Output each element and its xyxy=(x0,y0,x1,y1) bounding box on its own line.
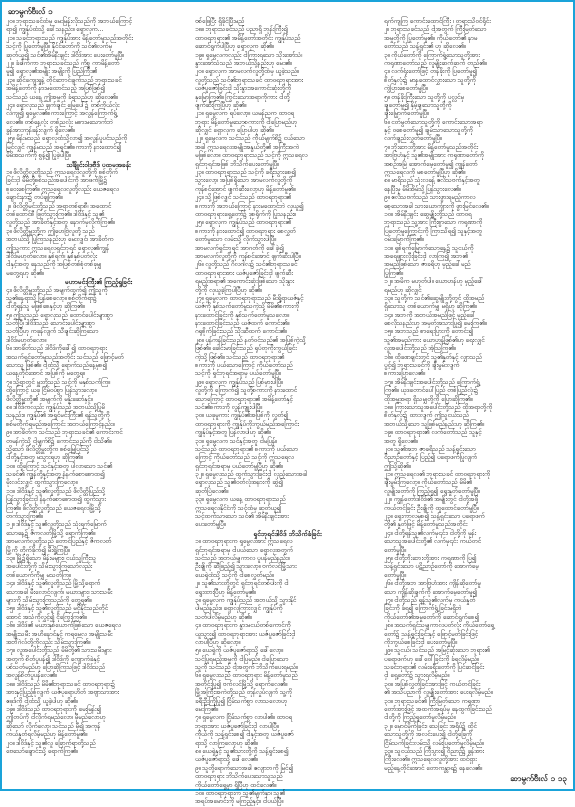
text-line: ဗေသော်ချောင်းသို့ ရောက်ကြ၏။ xyxy=(6,747,78,755)
text-line: ၁၀။ အိမ်နီးချင်း ဆွေမျိုးတို့သည် ထာဝရ xyxy=(384,210,472,218)
text-line: ဆုတ်ပြဲလေ၏။ xyxy=(195,487,229,495)
text-line: ၂၀။ ဘုရားသခင်ထံမှ မေးမြန်းလိုသည်ကို အဘယ်ကြောင့် xyxy=(6,18,132,25)
text-line: ပြတော်မူကြောင်းကို ကြားသိရ၍ သူနှင့်အတူ xyxy=(384,227,482,235)
text-line: ပရောဖက်ဟု ခေါ်ဝေါ်ခြင်းကို ခံရလိမ့်မည်။ xyxy=(384,655,479,663)
text-line: ၂၈။ အသက်ရှင်သမျှကာလပတ်လုံး ကိုယ်တော်ရှေ့ xyxy=(384,622,495,630)
text-line: စကားပြောလေ၏။ xyxy=(384,370,425,378)
text-line: ယနေ့တိုင်အောင် အပြစ်ကို မတွေ့ရ။ xyxy=(6,370,85,378)
text-line: ၂၉။ ရှောလုက ကျွန်ုပ်သည် ပြစ်မှားပါပြီ။ xyxy=(195,378,283,386)
text-line: သတ်ပြီ၊ ဒါဝိဒ်သည် သောင်းပေါင်းများစွာ xyxy=(6,320,95,328)
text-line: ခြင်းငှါ မိမိတို့စစ်သည်အပေါင်းကို အာဖက်မြို့၌ xyxy=(6,177,108,185)
text-line: ကိုယ်တော်၏အမှုတော်ကို ဆောင်ရွက်စေ၍ xyxy=(384,613,479,621)
text-line: ၏ အသိပညာကို လူမျိုးတော်အား ပေးရလိမ့်မည်။ xyxy=(384,689,493,697)
text-line: မတွေ့ရဟု ဆို၏။ xyxy=(6,269,44,277)
text-line: တော်မူပြီ။ xyxy=(384,571,406,579)
text-line: ဣသရေလကို မစတော်မူပြီဟု ဆို၏။ xyxy=(384,169,466,177)
text-line: ၁။ ဖိလိတ္တိလူတို့သည် ဣသရေလလူတို့ကို စစ်တိုက် xyxy=(6,169,118,177)
text-line: အမိန့်တော်ကို နားမထောင်သည့် အပြစ်ဖြစ်၍ xyxy=(6,85,105,93)
text-line: အခါ ဣသရေလအမျိုးအနွယ်တို့၏ အကြီးအကဲ xyxy=(195,143,300,151)
text-line: ၂၃။ ရှေးကာလမှစ၍ သန့်ရှင်းသော ပရောဖက် xyxy=(384,513,485,521)
text-line: ၂၁။ ရှမွေလက ရပ်လော့။ ယမန်ညက ထာဝရ xyxy=(195,110,295,118)
text-line: ၁၄။ အဘကို အဘယ်အမည်ဖြင့် မှည့်ခေါ် xyxy=(384,311,476,319)
text-line: စစ်မတိုက်ရမည်အကြောင်း အဘယ်ကြောင့်နည်း။ xyxy=(6,420,115,428)
text-line: ၅။ တန်ခိုးကြီးသော သူတို့ကို ပလ္လင်မှ xyxy=(384,93,464,101)
text-line: ဒါဝိဒ်မဟုတ်လော။ xyxy=(6,336,47,344)
text-line: နားထောင်ခြင်းသည် ယဇ်ထက် ကောင်း၏။ xyxy=(195,320,290,328)
text-line: ဘုရား မိန့်တော်မူသောစကားကို ငါပြောမည်ဟု xyxy=(195,118,297,126)
text-line: ငါတို့နှင့်အတူ မသွားရဟု ဆိုကြ၏။ xyxy=(6,454,83,462)
text-line: သင့်ကို ရှင်ဘုရင်အရာမှ ပယ်တော်မူပြီ။ xyxy=(195,370,281,378)
text-line: ၃၁။ ဘုရားသခင်၏ ကြီးမြတ်သော ကရုဏာ xyxy=(384,697,480,705)
text-line: ၁၀။ ထာဝရဘုရားက သူ၏မျက်နှာ၊ သူ၏ xyxy=(195,789,285,797)
text-line: ကိုယ်တော်ရှေ့မှာ ရှိပြီဟု ထင်လေ၏။ xyxy=(195,781,277,789)
text-line: နေပြီးမှ မိမိအိမ်သို့ ပြန်သွားလေ၏။ xyxy=(384,185,461,193)
text-line: စကားကို အဘယ်ကြောင့် နားမထောင်ဘဲ လုယူ၍ xyxy=(195,202,304,210)
column-3 xyxy=(384,18,569,807)
text-line: အဘယ်သို့သော သူဖြစ်မည်နည်းဟု ဆိုကြ၏။ xyxy=(384,420,484,428)
text-line: ၂၀။ ဒါဝိဒ်နှင့် သူ၏လူ ခြောက်ရာတို့သည် xyxy=(6,739,96,747)
text-line: တို့၏ နှုတ်ဖြင့် မိန့်တော်မူသည်အတိုင်း xyxy=(384,521,468,529)
text-line: ထို့ကြောင့် ယခု ငြိမ်ဝပ်စွာ ပြန်သွားလော့။ xyxy=(6,387,97,395)
text-line: သန့်ရှင်းသော ပဋိညာဉ်တော်ကို အောက်မေ့ xyxy=(384,563,479,571)
text-line: ၁၀။ ထို့ကြောင့် သင်နှင့်အတူ ပါလာသော သင်၏ xyxy=(6,462,113,470)
section-heading: သင်္ချိုင်းဝါဒဗီဒ် ပထမအခန်း xyxy=(66,160,131,169)
text-line: ရှိသောသူ တစ်ယောက်မျှ မရှိဟု ဆိုကြ၏။ xyxy=(384,303,477,311)
text-line: ၂၂။ ရှမွေလက သင်သည် ကိုယ်မျက်စိ၌ ငယ်သော xyxy=(195,135,305,143)
text-line: ၅။ ယေရှဲကို ယဇ်ပူဇော်ရာသို့ ခေါ်လော့။ xyxy=(195,647,283,655)
text-line: ပြန်သွားခြင်းငှါ နံနက်စောစောထ၍ ထွက်သွား xyxy=(6,496,106,504)
text-line: နွားအော်သံသည် အဘယ်သို့နည်းဟု မေး၏။ xyxy=(195,59,292,67)
text-line: ခရီးဦးကြိုပြု၍ ငြိမ်သက်စွာ လာသလောဟု xyxy=(195,697,287,705)
text-line: ငါနှင့်အတူ နေသည်ကို အပြစ်တစ်စုံတစ်ခုမျှ xyxy=(6,261,102,269)
text-line: အစဉ်အမြဲ အောက်မေ့တော်မူ၍ ကျွန်တော် xyxy=(384,160,478,168)
text-line: မည့်နေ့တိုင်အောင် တောကန္တာရ၌ နေလေ၏။ xyxy=(384,764,482,772)
text-line: လူအပေါင်းတို့သည် အံ့ဩကြ၏။ xyxy=(384,345,456,353)
text-line: ပစ်သတ်မည်ဟု ပြောဆိုကြသဖြင့် ဒါဝိဒ်သည် xyxy=(6,664,105,672)
text-line: ၂၀။ သူ၏အဘ ဇာခရိသည် သန့်ရှင်းသော xyxy=(384,445,476,453)
text-line: ရမည့်အရာ၏ အကောင်းဆုံးဖြစ်သော သိုးနွား xyxy=(195,278,295,286)
text-line: သူ၏အမည်ကား ယောဟန်ဖြစ်၏ဟု ရေးလျှင် xyxy=(384,336,485,344)
text-line: ၂၇။ ရှမွေလက ထာဝရဘုရားသည် မီးရှို့ရာယဇ်နှင့် xyxy=(195,294,304,302)
text-line: ၂၈။ ပုန်ကန်ခြင်းသည် နတ်ဝင်သည်၏ အပြစ်ကဲ့သို့ xyxy=(195,336,306,344)
text-line: လူမျိုးတော်ကို ကြည့်ရှု၍ ရွေးနှုတ်တော်မူပြီ။ xyxy=(384,487,480,495)
text-line: အာဗြဟံနှင့် သူ၏အမျိုးအား ကရုဏာတော်ကို xyxy=(384,152,484,160)
text-line: ၃၂။ ရှမွေလသည် ထွက်သွားခြင်းငှါ လှည့်သောအခါ xyxy=(195,471,308,479)
text-line: သင်သည် အဘယ်မျှကာလ ပူပန်မည်နည်း။ xyxy=(195,555,290,562)
text-line: လေ၏။ တစ်နေ့လုံး တစ်ညလုံး မစားမသောက်ဘဲ xyxy=(6,118,113,126)
text-line: ယဇ်ပူဇော်ရာသို့ ခေါ်လေ၏။ xyxy=(195,756,258,764)
text-line: ၄။ ထာဝရဘုရားက နွားမငယ်တစ်ကောင်ကို xyxy=(195,622,291,630)
text-line: တော်မူသော လမ်းသို့ လိုက်သွားပါပြီ။ xyxy=(195,236,276,244)
text-line: ၂၅။ ရှောလုက ကျွန်ုပ်သည် ထာဝရဘုရား၏ xyxy=(195,219,291,227)
text-line: အပေါင်းတို့ကို သိမ်းသွားကြသော်လည်း xyxy=(6,563,93,571)
text-line: သခင်၏ ကျွန်တို့နှင့်အတူ နံနက်စောစောထ၍ xyxy=(6,471,105,479)
text-line: ၂၄။ ရှောလုသည် ချက်ချင်း မြေပေါ်၌ တစ်ကိုယ်လုံး xyxy=(6,101,120,109)
text-line: သို့သော် ဖိလိတ္တိမှူးတို့က စစ်မြေပြင်သို့ xyxy=(6,445,89,453)
text-line: တို့ကို လုယူခဲ့ကြပါပြီဟု ဆို၏။ xyxy=(195,286,262,294)
text-line: ကြ၏။ ဖိလိတ္တိလူတို့သည် ယေဇရေလမြို့သို့ xyxy=(6,504,101,512)
text-line: သောသူတို့ကို အလင်းပေး၍ ငါတို့ခြေကို xyxy=(384,731,472,739)
text-line: ၁၅။ ဒါဝိဒ်နှင့် သူ၏လူတို့သည် မငိုနိုင်သည်တိုင် xyxy=(6,605,108,613)
text-line: တော်သည် သန့်ရှင်း၏ ဟု ဆိုလေ၏။ xyxy=(384,43,466,51)
text-line: သောကြောင့် ထာဝရဘုရား၏ အမိန့်တော်နှင့် xyxy=(195,395,293,403)
text-line: ၈။ မာရိသည် သုံးလခန့် ဧလိသဗက်နှင့်အတူ xyxy=(384,177,480,185)
text-line: ၂၆။ ငါတို့အဘ အာဗြဟံအား ကျိန်ဆိုတော်မူ xyxy=(384,580,481,588)
text-line: သခင်ဘုရား၏ လမ်းခရီးတော်ကို ပြင်ဆင်ခြင်း xyxy=(384,664,485,672)
text-line: အလွန်စိတ်ပူပန်လေ၏။ xyxy=(6,672,57,680)
text-line: ရွေးထားပြီဟု မိန့်တော်မူ၏။ xyxy=(195,588,256,596)
text-line: ကယ်တင်ခြင်း ဦးချိုကို ထူထောင်တော်မူပြီ။ xyxy=(384,504,479,512)
text-line: ပါမည်နည်း။ ရှောလုကြားလျှင် ကျွန်ုပ်ကို xyxy=(195,605,283,613)
text-line: ၄။ လက်ရုံးတော်ဖြင့် တန်ခိုးကို ပြတော်မူ၍ xyxy=(384,68,477,76)
text-line: ၂၅။ မိန်းမသည် ရှောလုထံသို့လာ၍ အလွန်ပူပင်သည်ကို xyxy=(6,135,128,143)
text-line: မြို့ကို တိုက်ခိုက်၍ မီးရှို့ကြပြီ။ xyxy=(6,546,70,554)
text-line: ချောင်းနား၌ တပ်ချကြ၏။ xyxy=(6,194,63,202)
text-line: ၃၀။ အပြစ်လွှတ်ခြင်းအားဖြင့် ကယ်တင်ခြင်း xyxy=(384,680,481,688)
text-line: အတိုင်းပြု၍ ဗက်လင်မြို့သို့ ရောက်လေ၏။ xyxy=(195,680,288,688)
text-line: ပြုကြ၏။ xyxy=(384,269,403,277)
text-line: အောင် အသံကိုလွှင့်၍ ငိုကြွေးကြ၏။ xyxy=(6,613,87,621)
text-line: ၄။ ဖိလိတ္တိမှူးတို့သည် အမျက်ထွက်၍ ဤသူကို xyxy=(6,286,108,294)
text-line: ၆။ ရှမွေလသည် ထာဝရဘုရား မိန့်တော်မူသည် xyxy=(195,672,298,680)
text-line: ထိုအမှုအရာ ရှိသမျှတို့ကို ပြောဆိုကြ၏။ xyxy=(384,395,473,403)
text-line: ၁၅။ အဘသည် စာရေးပြားကို တောင်း၍ xyxy=(384,328,474,336)
text-line: အမှုတို့ကို ပြုတော်မူ၏။ ကိုယ်တော်၏ နာမ xyxy=(384,34,478,42)
text-line: အမျိုးသမီး အဟိနောင်နှင့် ကရမေလ အမျိုးသမီး xyxy=(6,630,113,638)
text-line: ခွန်အားကုန်ခန်းလျက် ရှိလေ၏။ xyxy=(6,127,75,135)
text-line: ကြီးလေ၏။ ဣသရေလလူတို့အား ထင်ရှား xyxy=(384,756,477,764)
text-line: ငှါ ရှေ့တော်၌ သွားရလိမ့်မည်။ xyxy=(384,672,450,680)
text-line: ၁၈။ ကြားသောသူအပေါင်းတို့သည် ထိုအရာတို့ကို xyxy=(384,403,493,411)
text-line: မဖြစ်လော။ ထာဝရဘုရားသည် သင့်ကို ဣသရေလ xyxy=(195,152,308,160)
text-line: ၆။ ငတ်မွတ်သောသူတို့ကို ကောင်းသောအရာ xyxy=(384,118,483,126)
text-line: ဆိုလျှင် ရှောလုက ပြောပါဟု ဆို၏။ xyxy=(195,127,274,135)
text-line: ဝမ်းမြောက်ကြ၏။ xyxy=(384,236,424,244)
text-line: ဆုတ်ယူ၍ သင်၏အိမ်နီးချင်း ဒါဝိဒ်အား ပေးတော်မူပြီ။ xyxy=(6,51,124,59)
text-line: ငါတို့ရန်သူ မဖြစ်စေနှင့်ဟု ဆိုကြ၏။ xyxy=(6,303,85,311)
text-line: ဣသရေလနိုင်ငံကို သင့်ထံမှ ဆုတ်ယူ၍ xyxy=(195,504,282,512)
text-line: ကျွန်ုပ်နှင့်အတူ ပြန်လာပါဟု ဆို၏။ xyxy=(195,429,271,437)
text-line: ၃။ ရှမွေလက ကျွန်ုပ်သည် အဘယ်သို့ သွားနိုင် xyxy=(195,596,297,604)
text-line: ရှင်ဘုရင်အရာမှ ငါပယ်သော ရှောလုအတွက် xyxy=(195,546,293,554)
text-line: ထာဝရဘုရား ဘိသိက်ပေးသောသူသည် xyxy=(195,773,283,781)
text-line: ၇။ သို့ရာတွင် မှူးတို့သည် သင့်ကို မနှစ်သက်ကြ။ xyxy=(6,378,110,386)
page-footer: ဆာမွက်ဗီးလ် ၁ ၁၃ xyxy=(510,774,567,783)
text-line: ရက်ကျကြ ကောင်းထောင်ကြီး ၊ တရားသိဝင်ရိုင်း xyxy=(384,18,491,25)
text-line: ချီးမွမ်းကြလော့။ ကိုယ်တော်သည် မိမိ၏ xyxy=(384,479,472,487)
text-line: သတ်ပါလိမ့်မည်ဟု ဆို၏။ xyxy=(195,613,252,621)
text-line: သင်ပြုရမည့်အမှုကို ငါပြမည်။ ငါပြောသော xyxy=(195,655,289,663)
text-line: ၈။ ဒါဝိဒ်ကလည်း ကျွန်ုပ်သည် အဘယ်သို့ပြုမိ xyxy=(6,403,105,411)
text-line: ၂၂။ ကျွန်တော်ဒါဝိဒ်၏ အမျိုးတွင် ငါတို့အဖို့ xyxy=(384,496,478,504)
text-line: သင်သည် ထာဝရဘုရား၏ စကားကို ပယ်သော xyxy=(195,445,298,453)
text-line: ချတော်မူ၍ နှိမ့်ချသောသူတို့ကို xyxy=(384,101,452,109)
text-line: သူ၏နေရာသို့ ပြန်စေလော့။ စစ်တိုက်ရာ၌ xyxy=(6,294,97,302)
text-line: ငါတို့ကို ကြည့်ရှုတော်မူလိမ့်မည်။ xyxy=(384,714,456,722)
text-line: ၂၄။ ငါတို့ရန်သူ၏လက်မှ၎င်း၊ ငါတို့ကို မုန်း xyxy=(384,529,477,537)
text-line: ဦးချိုကို ဆီဖြည့်၍ သွားလော့။ ဗက်လင်မြို့သား xyxy=(195,563,297,571)
section-heading: မဟာမင်းကြီး၏ ကြည့်ရှုခြင်း xyxy=(64,278,133,287)
text-line: ကိုးကွယ်စေခြင်းငှါ ပေးတော်မူပြီ။ xyxy=(384,638,457,646)
text-line: ထာဝရဘုရားကို ကျွန်ုပ်ကိုးကွယ်မည်အကြောင်း xyxy=(195,420,300,428)
text-line: မိုးလင်းလျှင် ထွက်သွားကြလော့။ xyxy=(6,479,78,487)
text-line: ၃၂။ မှောင်မိုက်ခြင်း၊ သေခြင်း အရိပ်၌ ထိုင် xyxy=(384,722,477,730)
text-line: အရေဖျားလှီးခြင်းငှါ လာကြ၍ အဘ၏ xyxy=(384,252,468,260)
text-line: အာမလက်လူတို့သည် တောင်ပြည်နှင့် ဇိကလတ် xyxy=(6,538,112,546)
text-line: ဤသို့ဆို၏။ xyxy=(384,462,411,470)
text-line: ၃၃။ သူငယ်သည် ကြီးပွား၍ ဝိညာဉ်၌ ခွန်အား xyxy=(384,747,484,755)
text-line: ၁၉။ ရှမွေလကလည်း ငါကြားရသော သိုးအော်သံ၊ xyxy=(195,51,303,59)
text-line: ရာ၍ ကျွန်ုပ်ထံသို့ ခေါ်သနည်း။ ရှောလုက... xyxy=(6,26,104,34)
text-line: ၇။ ဘိုးဘေးတို့အား မိန့်တော်မူသည်အတိုင်း xyxy=(384,143,479,151)
text-line: ၅။ ဤသူသည် ရှောလုသည် ထောင်ပေါင်းများစွာ xyxy=(6,311,113,319)
text-line: ရမည်ဟု ဆိုလျှင် xyxy=(384,286,422,294)
text-line: ယဇ်ကို နှစ်သက်တော်မူသကဲ့သို့ မိမိ၏စကားကို xyxy=(195,303,299,311)
running-header: ဆာမွက်ဗီးလ် ၁ xyxy=(8,7,53,16)
text-line: ရှောလုသည် သူ၏ဝတ်လုံအနားကို ဆွဲ၍ xyxy=(195,479,283,487)
text-line: ၂၂။ ခံခါက်ကာ ဘုရားသခင်သည် ကိစ္စ ကာမိန့်တော် xyxy=(6,59,120,67)
text-line: ၁၈။ ဒါဝိဒ်သည် မိမိ၏ဘုရားသခင် ထာဝရဘုရား၌ xyxy=(6,680,115,688)
text-line: အာမလက်ရှင်ဘုရင် အာဂတ်ကို ခေါ်ခဲ့၍ xyxy=(195,244,284,252)
text-line: အားနှင့်ပြည့်စုံလျက် ယဇ်ပုရောဟိတ် အဗျာသာအား xyxy=(6,689,120,697)
text-line: ကြ၏။ ယုဒတောင်ပေါ်ပြည် တစ်ပြည်လုံး၌ xyxy=(384,387,478,395)
text-line: ၁၆။ ထိုခဏချင်းတွင် သူ၏နှုတ်နှင့် လျှာသည် xyxy=(384,353,482,361)
text-line: ပွင့်၍ ဘုရားသခင်ကို ချီးမွမ်းလျက် xyxy=(384,362,460,370)
text-line: ၃။ ကိုယ်တော်ကို ကြောက်ရွံ့သောသူတို့အား xyxy=(384,51,480,59)
text-line: တော်၌ သန့်ရှင်းခြင်းနှင့် ဖြောင့်မတ်ခြင်းဖြင့် xyxy=(384,630,478,638)
text-line: ၆။ အာခိတ်သည် ဒါဝိဒ်ကိုခေါ်၍ ထာဝရဘုရား xyxy=(6,345,107,353)
text-line: မေးကြ၏။ xyxy=(195,706,218,714)
text-line: ကဲ့သို့ ဖြစ်၏။ သင်သည် ထာဝရဘုရား၏ xyxy=(195,353,285,361)
text-line: ရာသို့ လာကြလော့ဟု ဆို၏။ xyxy=(195,739,258,747)
text-line: တော်အားဖြင့် အထက်အရပ်မှ နေထွက်ခြင်းသည် xyxy=(384,706,492,714)
text-line: ဘုရားအား ယဇ်ပူဇော်ခြင်းငှါ လာပါပြီ။ xyxy=(195,722,279,730)
text-line: ကယ်နှုတ်ရလိမ့်မည်ဟု မိန့်တော်မူ၏။ xyxy=(6,731,88,739)
text-line: စိတ်နှလုံး၌ မာနထောင်လွှားသော သူတို့ကို xyxy=(384,76,476,84)
text-line: ၁၃။ မြို့၌ရှိသော မိန်းမများ၊ ငယ်သူကြီးသူ xyxy=(6,555,97,562)
text-line: ဂရုစိုက်ခြင်းသည် သိုးဆီထက် ကောင်း၏။ xyxy=(195,328,287,336)
text-line: လဲကျ၍ ရှမွေလ၏စကားကြောင့် အလွန်ကြောက်ရွံ့ xyxy=(6,110,117,118)
text-line: ၂၁။ သခင်ဘုရားသည် ကျွန်ုပ်အား မိန့်တော်မူသည်အတိုင်း xyxy=(6,34,133,42)
text-line: နှမြောကြ၏။ ကြွင်းသောအရာကိုကား ငါတို့ xyxy=(195,93,290,101)
text-line: ၁။ ထာဝရဘုရားက ရှမွေလအား ဣသရေလ xyxy=(195,538,293,546)
text-line: ၂၇။ ငါတို့သည် ရန်သူ၏လက်မှ ကယ်နှုတ် xyxy=(384,596,476,604)
text-line: သင့်ထက်သာသော သင်၏ အိမ်နီးချင်းအား xyxy=(195,513,289,521)
text-line: သင်သည် ယနေ့ ဤအမှုကို ခံရသည်ဟု ဆိုလေ၏။ xyxy=(6,93,118,101)
text-line: လူတို့သည် အာခိတ်နှင့်အတူ နောက်မှလိုက်ကြ၏။ xyxy=(6,219,115,227)
text-line: တော်မူပြီ။ xyxy=(384,546,406,554)
text-line: ၁၂။ အမိက မဟုတ်ပါ။ ယောဟန်ဟု မှည့်ခေါ် xyxy=(384,278,484,286)
column-1 xyxy=(6,18,191,807)
text-line: ၁၆။ ဒါဝိဒ်၏ မယားနှစ်ယောက်ဖြစ်သော ယေဇရေလ xyxy=(6,622,121,630)
text-line: ထာဝရဘုရားရှေ့တော်၌ ဒုစရိုက်ကို ပြုသနည်း။ xyxy=(195,210,296,218)
text-line: ၂၀။ ရှောလုက အာမလက်လူတို့ထံမှ ယူခဲ့သည်။ xyxy=(195,68,299,76)
text-line: သနည်း။ ကျွန်ုပ်၏ အရှင်မင်းကြီး၏ ရန်သူတို့ကို xyxy=(6,412,110,420)
text-line: ယဇ်ပူဇော်ခြင်းငှါ သိုးနွားအကောင်းဆုံးတို့ကို xyxy=(195,85,292,93)
text-line: ၂၆။ လူတို့သည် ဂိလဂါလ၌ သင်၏ဘုရားသခင် xyxy=(195,261,298,269)
text-line: သော ကျိန်ဆိုချက်ကို အောက်မေ့တော်မူ၍ xyxy=(384,588,477,596)
text-line: ၇။ ရှမွေလက ငြိမ်သက်စွာ လာပါ၏။ ထာဝရ xyxy=(195,714,292,722)
text-line: တက်သွားကြ၏။ xyxy=(6,513,43,521)
text-line: သောသူအပေါင်းတို့၏ လက်မှ၎င်း ကယ်တင် xyxy=(384,538,481,546)
text-line: ၁၇။ လူအပေါင်းတို့သည် မိမိတို့၏ သားသမီးများ xyxy=(6,647,112,655)
text-line: ကိုယ်ကို သန့်ရှင်းစေ၍ ငါနှင့်အတူ ယဇ်ပူဇော် xyxy=(195,731,294,739)
text-line: ၉။ သူတို့ရောက်သောအခါ ဧလျာဘကို မြင်၍ xyxy=(195,764,293,772)
text-line: ခြင်းကို ခံရ၍ ကြောက်ရွံ့ခြင်းမရှိဘဲ xyxy=(384,605,462,613)
text-line: ၃၁။ ရှမွေလက သင်နှင့်အတူ ငါမပြန်။ xyxy=(195,437,277,445)
text-line: မြို့အကြီးအကဲတို့သည် တုန်လှုပ်လျက် သူ့ကို xyxy=(195,689,292,697)
text-line: လူတို့သည် သင်၏ဘုရားသခင် ထာဝရဘုရားအား xyxy=(195,76,304,84)
text-line: လက်ချည်းလွှတ်တော်မူပြီ။ xyxy=(384,135,442,143)
text-line: မူ၍ ရှောလု၏အမျိုး အမျိုးကို ပြည်ကြီး၏ xyxy=(6,68,97,76)
text-line: သူကို သင်သည် ငါ့အတွက် ဘိသိက်ပေးရမည်။ xyxy=(195,664,298,672)
text-line: ဖျက်ဆီးကြပြီဟု ဆို၏။ xyxy=(195,101,247,109)
text-line: စိတ်နှလုံး၌ ထားလျက် ဤသူငယ်သည် xyxy=(384,412,469,420)
text-line: သောသူ ဖြစ်၏။ ငါ့ထံသို့ ရောက်သည်နေ့မှစ၍ xyxy=(6,362,107,370)
text-line: ယေရှဲထံသို့ သင့်ကို ငါစေလွှတ်မည်။ xyxy=(195,571,274,579)
text-line: ဤသူကား ဣသရေလရှင်ဘုရင် ရှောလု၏ကျွန် xyxy=(6,244,109,252)
text-line: ၃။ ဖိလိတ္တိမှူးတို့က ဤဟေဗြဲလူတို့ သည် xyxy=(6,227,95,235)
text-line: အတူ ရှိလေ၏။ xyxy=(384,437,418,445)
text-line: စေ့သောအခါ သားယောက်ျားကို ဖွားမြင်လေ၏။ xyxy=(384,202,489,210)
text-line: ၉။ အာခိတ်က သင်သည် ဘုရားသခင်၏ ကောင်းကင် xyxy=(6,429,123,437)
text-line: အမည်ဖြစ်သော ဇာခရိဟု မှည့်ခေါ်မည် xyxy=(384,261,471,269)
text-line: နှင့် ဝစေတော်မူ၍ ချမ်းသာသောသူတို့ကို xyxy=(384,127,473,135)
text-line: အသက်ရှင်တော်မူသည်အတိုင်း သင်သည် ဖြောင့်မတ် xyxy=(6,353,124,361)
text-line: အဘယ်သို့ ပြုကြသနည်းဟု မေးလျှင်၊ အာခိတ်က xyxy=(6,236,114,244)
text-line: ကုန်စင်အောင် ဖျက်ဆီးလော့ဟု မိန့်တော်မူ၏။ xyxy=(195,185,296,193)
text-line: ဒါဝိဒ်မဟုတ်လော။ နှစ်ရက်၊ နှစ်နှစ်ပတ်လုံး xyxy=(6,252,98,260)
section-heading: ရှင်ဘုရင်ဒါဝိဒ် ဘိသိက်ခံခြင်း xyxy=(253,529,322,538)
text-line: ၂၄။ သို့ဖြစ်လျှင် သင်သည် ထာဝရဘုရား၏ xyxy=(195,194,292,202)
text-line: ကြောင့် ကိုယ်တော်သည် သင့်ကို ဣသရေလ xyxy=(195,454,294,462)
text-line: ၂။ သူ၏သားတို့တွင် ရှင်ဘုရင်တစ်ပါးကို ငါ xyxy=(195,580,289,588)
text-line: ၁၂။ ဒါဝိဒ်နှင့် သူ၏လူတို့သည် သုံးရက်မြောက် xyxy=(6,521,107,529)
text-line: ၂၃။ ဆိုင်ကျေးရှုနဲ့ တိုင်ဘောင်ချက်သည် ဘုရားသခင် xyxy=(6,76,122,84)
text-line: ထာဝရဘုရားအား ယဇ်ပူဇော်ခြင်းငှါ ဖျက်ဆီး xyxy=(195,269,293,277)
text-line: ၂၉။ သူငယ်၊ သင်သည် အမြင့်ဆုံးသော ဘုရား၏ xyxy=(384,647,490,655)
text-line: အရပ်အမောင်းကို မကြည့်နှင့်။ ငါပယ်ပြီ။ xyxy=(195,798,284,806)
column-2 xyxy=(195,18,380,807)
text-line: ရှင်ဘုရင်အရာမှ ပယ်တော်မူပြီဟု ဆို၏။ xyxy=(195,462,283,470)
text-line: ဧဖုဒ်ကို ငါ့ထံသို့ ယူခဲ့ပါဟု ဆို၏။ xyxy=(6,697,78,705)
text-line: ဘုရားသည် သူ့အား ကြီးစွာသော ကရုဏာကို xyxy=(384,219,483,227)
text-line: ထာဝရဘုရား၏ အမိန့်တော်အတိုင်း ကျွန်ုပ်သည် xyxy=(195,34,301,42)
text-line: ၁၉။ ထာဝရဘုရား၏ လက်တော်သည် သူနှင့် xyxy=(384,429,482,437)
text-line: တမန်ကဲ့သို့ ငါ့မျက်စိ၌ ကောင်းသည်ကို ငါသိ၏။ xyxy=(6,437,112,445)
text-line: စုဝေးစေကြ၏။ ဣသရေလလူတို့လည်း ယေဇရေလ xyxy=(6,185,119,193)
text-line: တစ်ယောက်ကိုမျှ မသတ်ကြ။ xyxy=(6,571,71,579)
text-line: တစ်ထောင်စီ ဖြတ်သွားကြ၏။ ဒါဝိဒ်နှင့် သူ၏ xyxy=(6,210,105,218)
text-line: ဖြစ်၏။ ခေါင်းမာခြင်းသည် ရုပ်တုကိုးကွယ်ခြင်း xyxy=(195,345,297,353)
text-line: အတွက် စိတ်ပူပန်၍ ဒါဝိဒ်ကို ကျောက်ခဲနှင့် xyxy=(6,655,100,663)
text-line: ဤတပ်ကို ငါလိုက်ရမည်လော၊ မှီမည်လောဟု xyxy=(6,714,106,722)
text-line: စကားကို နားထောင်၍ ထာဝရဘုရား စေလွှတ် xyxy=(195,227,296,235)
text-line: ၁၉။ ဒါဝိဒ်သည် ထာဝရဘုရားကို မေးမြန်း၍ xyxy=(6,706,101,714)
text-line: မိမိအသက်ကို စွန့်၍ ပြုခဲ့ပါပြီ။ xyxy=(6,152,71,160)
text-line: ၁၃။ သူတို့က သင်၏ဆွေမျိုးတို့တွင် ထိုအမည် xyxy=(384,294,485,302)
text-line: သောအခါ မီးလောင်လျက်၊ မယားများ၊ သားသမီး xyxy=(6,588,113,596)
text-line: မြင်လျှင် ကျွန်မသည် အရှင်၏စကားကို နားထောင်၍ xyxy=(6,143,121,151)
text-line: ၂။ ဖိလိတ္တိမင်းတို့သည် အရာတစ်ရာစီ၊ အထောင် xyxy=(6,202,112,210)
text-line: သတ်ပြီဟု ကခုန်လျက် သီချင်းဆိုကြသော xyxy=(6,328,99,336)
text-line: နားထောင်ခြင်းကို နှစ်သက်တော်မူသလော။ xyxy=(195,311,289,319)
text-line: ရှင်ဘုရင်အဖြစ် ဘိသိက်ပေးတော်မူပြီ။ xyxy=(195,160,279,168)
text-line: ဝိညာဉ်တော်နှင့် ပြည့်၍ ပရောဖက်ပြုလျက် xyxy=(384,454,477,462)
text-line: ဆောင်ရွက်ပါပြီဟု ရှောလုက ဆို၏။ xyxy=(195,43,274,51)
text-line: လာပါပြီဟု ဆိုလော့။ xyxy=(195,638,241,646)
text-line: သောနေ့၌ ဇိကလတ်မြို့သို့ ရောက်ကြ၏။ xyxy=(6,529,96,537)
text-line: ယူသွား၍ ထာဝရဘုရားအား ယဇ်ပူဇော်ခြင်းငှါ xyxy=(195,630,296,638)
text-line: စေလိုသနည်းဟု အမှတ်အသားပြု၍ မေးကြ၏။ xyxy=(384,320,487,328)
text-line: ကွဲပြားစေတော်မူပြီ။ xyxy=(384,85,428,93)
text-line: ၃၃။ ရှမွေလက ယနေ့ ထာဝရဘုရားသည် xyxy=(195,496,286,504)
text-line: ၈။ ယေရှဲနှင့် သူ၏သားတို့ကို သန့်ရှင်းစေ၍ xyxy=(195,747,289,755)
text-line: အဘိဂဲလ်တို့ကိုလည်း သိမ်းသွားကြ၏။ xyxy=(6,638,91,646)
text-line: ၃၀။ ယခုမူကား ကျွန်ုပ်၏အပြစ်ကို လွှတ်၍ xyxy=(195,412,288,420)
text-line: ၂၁။ ဣသရေလ၏ ဘုရားသခင် ထာဝရဘုရားကို xyxy=(384,471,491,479)
text-line: ဗစ်ဖြေပြီး ရှိခိုင်ပြီးမည် xyxy=(195,18,245,25)
text-line: လူတို့ကို ကြောက်၍ သူတို့စကားကို နားထောင် xyxy=(195,387,298,395)
text-line: ချီးမြှောက်တော်မူပြီ။ xyxy=(384,110,429,118)
text-line: သွားလော့၊ အပြစ်ရှိသော အာမလက်လူတို့ကို xyxy=(195,177,293,185)
text-line: ကရုဏာတော်သည် လူမျိုးဆက်ဆက် တည်၏။ xyxy=(384,59,487,67)
text-line: ၂။ ဘုရားသခင်သည် ငါ့အတွက် ကြီးမြတ်သော xyxy=(384,26,487,34)
text-line: ဖိလိတ္တိမှူးတို့၏ အမျက်ကို မနှိုးဆော်နှင့်။ xyxy=(6,395,93,403)
text-line: များကို သိမ်းသွားကြသည်ကို တွေ့ရ၏။ xyxy=(6,596,92,604)
text-line: ငြိမ်သက်ခြင်းလမ်းသို့ လမ်းပြတော်မူလိမ့်မည်။ xyxy=(384,739,484,747)
text-line: သင့်ကို ပြုတော်မူပြီ။ နိုင်ငံတော်ကို သင်၏လက်မှ xyxy=(6,43,112,51)
text-line: ၁၁။ ဒါဝိဒ်နှင့် သူ၏လူတို့သည် ဖိလိတ္တိပြည်သို့ xyxy=(6,487,105,495)
text-line: ပေးတော်မူပြီ။ xyxy=(195,521,226,529)
text-line: ၉။ ဧလိသဗက်သည် သားဖွားရမည့်ကာလ xyxy=(384,194,476,202)
text-line: သင်၏စကားကို လွန်ကျူးပါပြီ။ xyxy=(195,403,262,411)
text-line: စကားကို ပယ်သောကြောင့် ကိုယ်တော်သည် xyxy=(195,362,293,370)
text-line: ၁၈။ ဘုရားသခင်သည် ပညာရှိ ဘုန်းကြီး၍ xyxy=(195,26,288,34)
text-line: ၂၅။ ငါတို့ဘိုးဘေးတို့အား ကရုဏာကို ပြ၍ xyxy=(384,555,477,562)
text-line: ၁၇။ အိမ်နီးချင်းအပေါင်းတို့သည် ကြောက်ရွံ့ xyxy=(384,378,480,386)
text-line: ၁၁။ ရှစ်ရက်မြောက်သောနေ့၌ သူငယ်ကို xyxy=(384,244,474,252)
text-line: အာမလက်လူတို့ကို ကုန်စင်အောင် ဖျက်ဆီးပါပြီ။ xyxy=(195,252,301,260)
text-line: ဆိုသော် လိုက်လော့၊ သင်သည် မှီ၍ အကုန် xyxy=(6,722,101,730)
text-line: ၂၃။ ထာဝရဘုရားသည် သင့်ကို ခရီးသွားစေ၍ xyxy=(195,169,296,177)
text-line: ၁၄။ ဒါဝိဒ်နှင့် သူ၏လူတို့သည် မြို့သို့ရောက် xyxy=(6,580,101,588)
